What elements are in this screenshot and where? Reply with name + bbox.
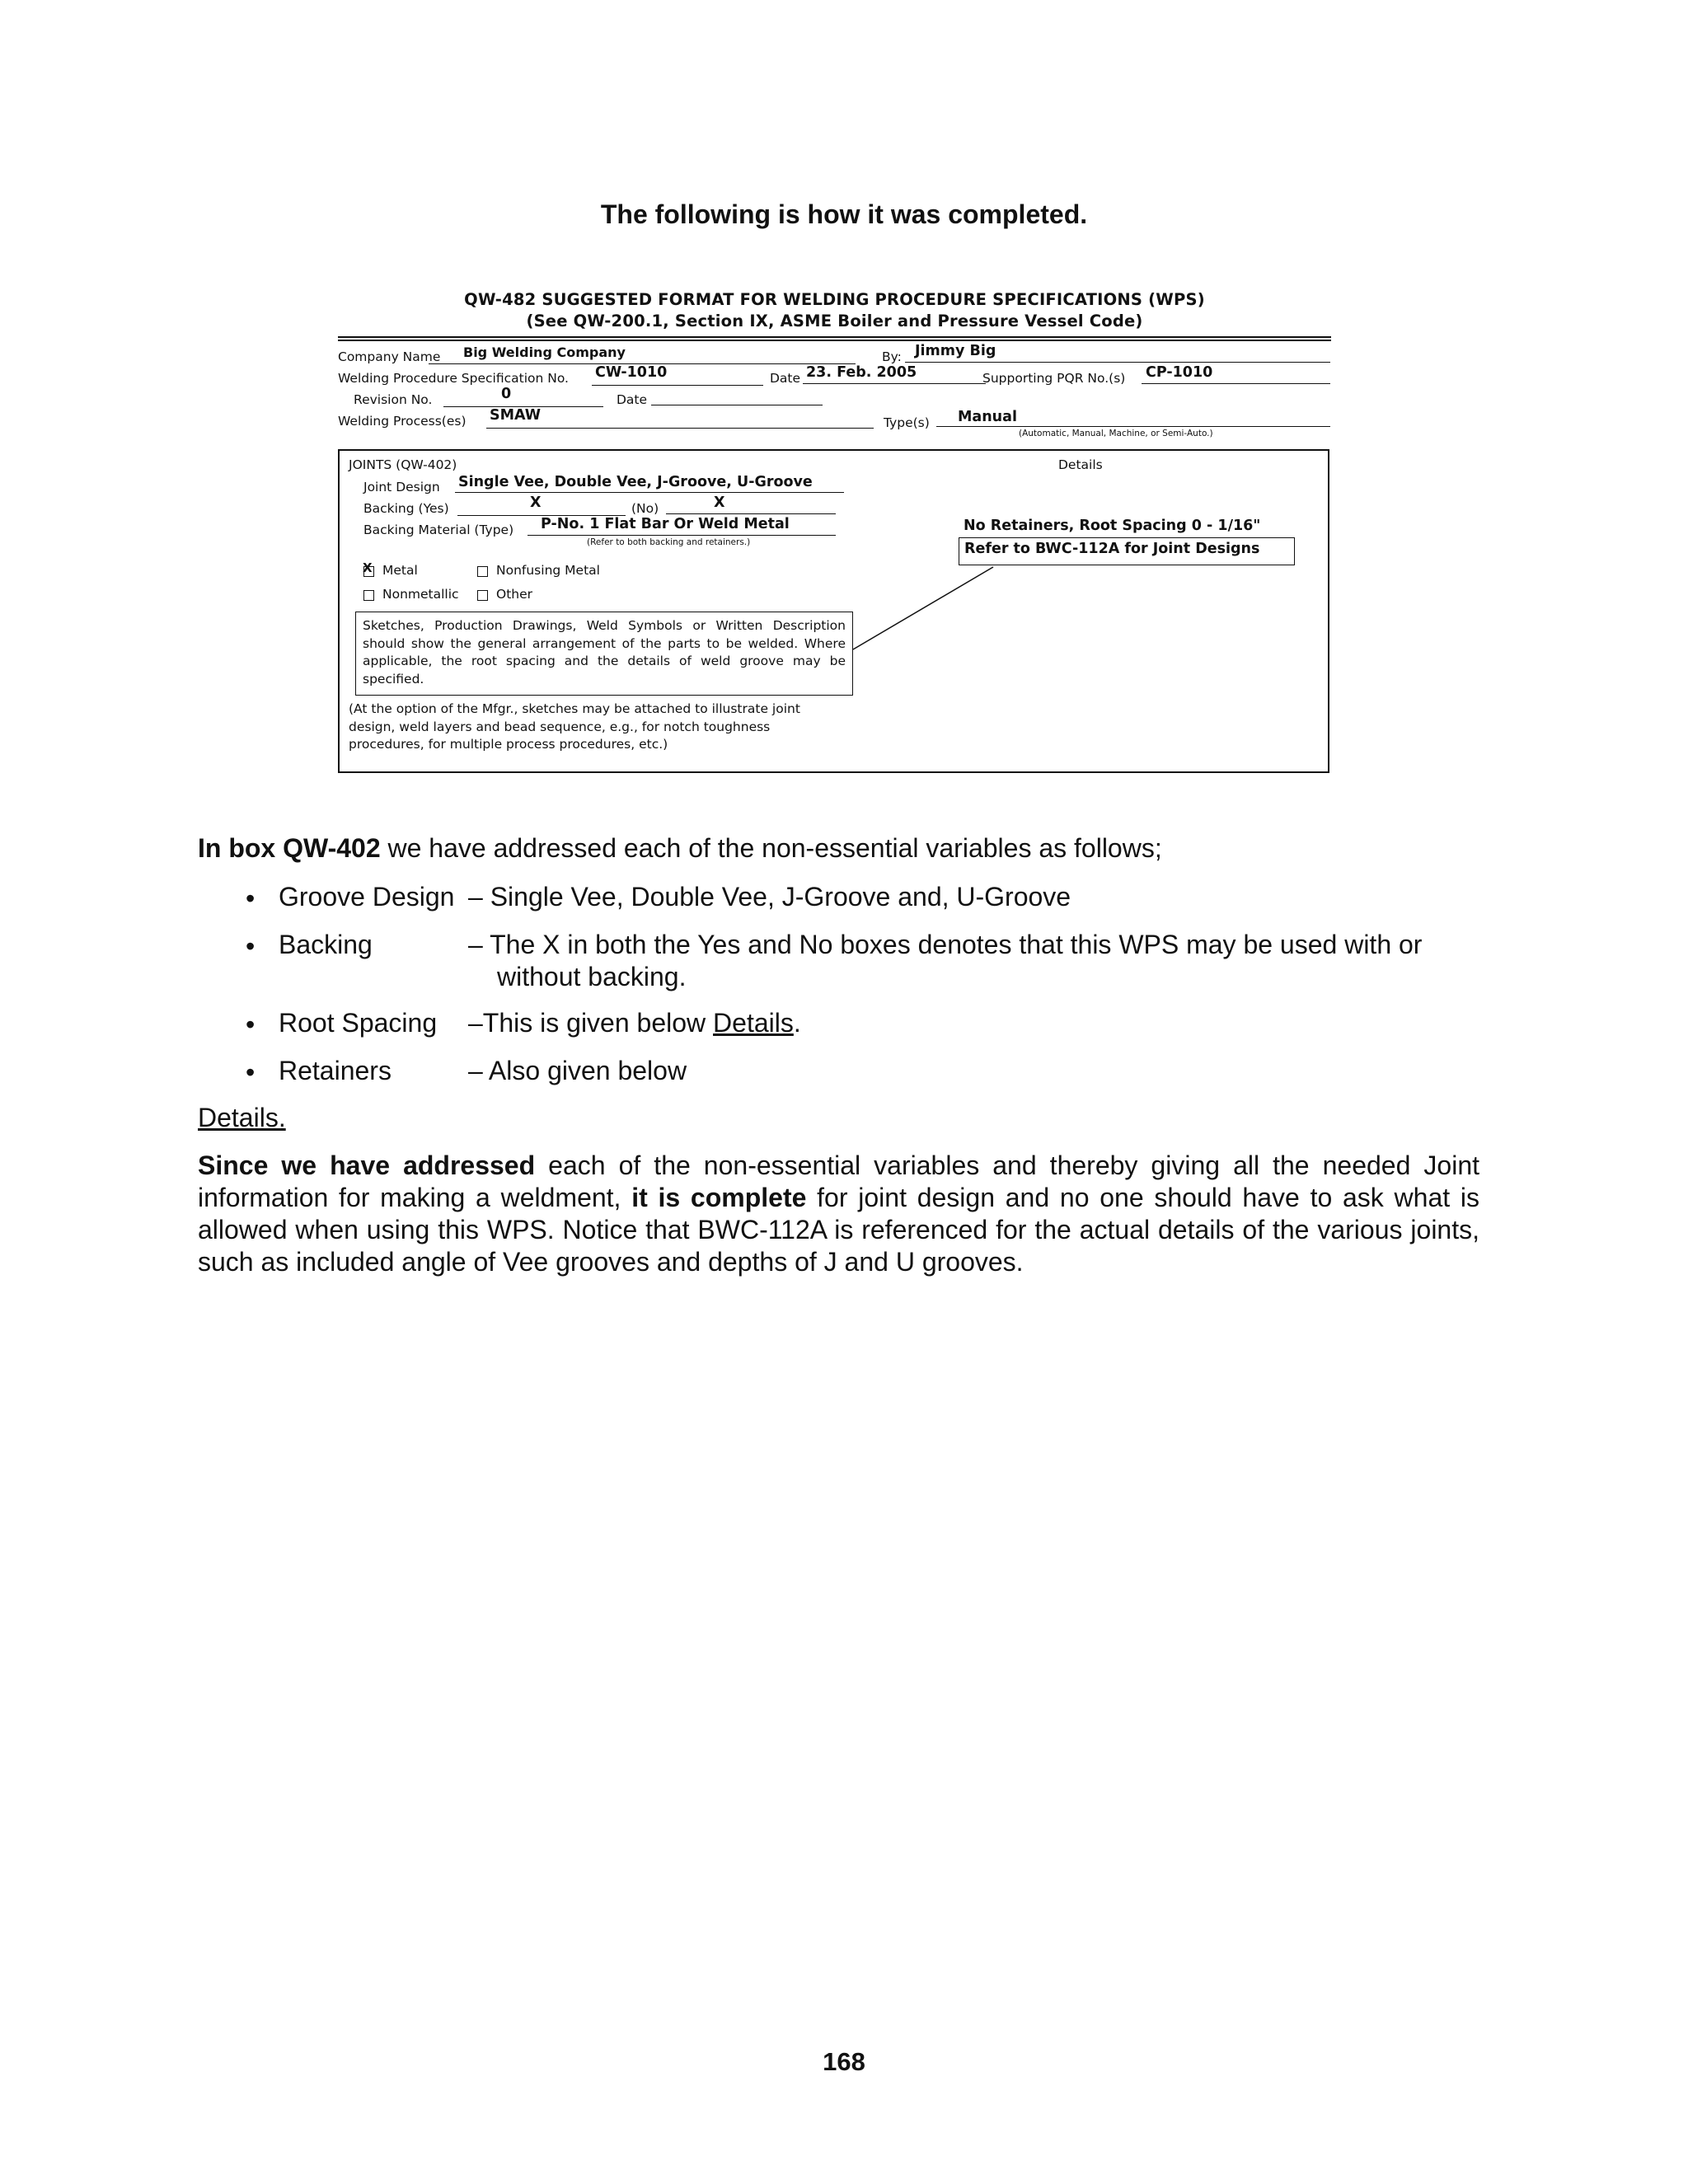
backing-material-note: (Refer to both backing and retainers.) [587,537,751,547]
pqr-value: CP-1010 [1146,364,1213,381]
revision-label: Revision No. [354,392,433,407]
bullet-desc-groove-design: – Single Vee, Double Vee, J-Groove and, U-Groove [468,882,1071,912]
bullet-desc-root-spacing [468,1007,801,1039]
metal-label: Metal [382,563,418,578]
backing-no-label: (No) [631,501,659,516]
details-value-reference: Refer to BWC-112A for Joint Designs [964,541,1260,557]
joint-design-value: Single Vee, Double Vee, J-Groove, U-Groove [458,474,813,490]
company-label: Company Name [338,349,441,364]
leader-line [338,290,1331,776]
bullet-desc-retainers: – Also given below [468,1056,687,1085]
nonfusing-label: Nonfusing Metal [496,563,600,578]
bullet-term-backing: Backing [279,930,373,959]
revision-date-label: Date [617,392,648,407]
details-heading [198,1102,286,1134]
page-number: 168 [823,2047,865,2076]
bullet-marker: • [246,1010,256,1039]
option-note: (At the option of the Mfgr., sketches may be attached to illustrate joint design, weld layers and bead sequence, e.g., for notch toughness procedures, for multiple process procedures, etc.) [349,701,800,752]
root-spacing-period: . [793,1008,801,1038]
summary-bold-1: Since we have addressed [198,1151,536,1180]
types-value: Manual [958,409,1017,425]
bullet-desc-backing: – The X in both the Yes and No boxes denotes that this WPS may be used with or [468,930,1423,959]
bullet-marker: • [246,931,256,961]
joint-design-label: Joint Design [363,480,440,494]
bullet-term-root-spacing: Root Spacing [279,1008,438,1038]
backing-material-value: P-No. 1 Flat Bar Or Weld Metal [541,516,790,532]
bullet-term-groove-design: Groove Design [279,882,455,912]
company-value: Big Welding Company [463,344,626,360]
intro-rest: we have addressed each of the non-essential variables as follows; [380,833,1162,863]
form-subtitle: (See QW-200.1, Section IX, ASME Boiler and Pressure Vessel Code) [526,312,1143,330]
sketch-instructions-text: Sketches, Production Drawings, Weld Symbols or Written Description should show the general arrangement of the parts to be welded. Where applicable, the root spacing and the details of weld groove may be specified. [363,618,846,687]
types-label: Type(s) [884,415,930,430]
root-spacing-details-link: Details [713,1008,794,1038]
wps-form [338,290,1331,776]
backing-material-label: Backing Material (Type) [363,523,514,537]
date-label: Date [770,371,801,386]
summary-bold-2: it is complete [631,1183,807,1212]
metal-check-mark: X [363,560,373,575]
nonmetallic-label: Nonmetallic [382,587,459,602]
details-label: Details [1058,457,1103,472]
intro-bold: In box QW-402 [198,833,381,863]
intro-paragraph [198,832,1162,865]
bullet-marker: • [246,1057,256,1087]
backing-no-value: X [714,494,725,511]
revision-value: 0 [501,386,512,402]
wps-no-value: CW-1010 [595,364,668,381]
backing-yes-label: Backing (Yes) [363,501,449,516]
summary-text-2: for joint design and no one should have to ask what is allowed when using this WPS. Notice that BWC-112A is referenced for the actual details of the various joints, such as included angle of Vee grooves and depths of J and U grooves. [198,1183,1479,1277]
backing-yes-value: X [530,494,542,511]
summary-paragraph [198,1150,1479,1278]
process-label: Welding Process(es) [338,414,467,429]
date-value: 23. Feb. 2005 [806,364,917,381]
page-heading: The following is how it was completed. [600,199,1088,229]
details-heading-text: Details. [198,1103,286,1132]
joints-label: JOINTS (QW-402) [349,457,457,472]
wps-no-label: Welding Procedure Specification No. [338,371,569,386]
form-title: QW-482 SUGGESTED FORMAT FOR WELDING PROCEDURE SPECIFICATIONS (WPS) [464,290,1205,309]
types-note: (Automatic, Manual, Machine, or Semi-Auto.) [1019,429,1213,438]
summary-text-1: each of the non-essential variables and thereby giving all the needed Joint information for making a weldment, [198,1151,1480,1212]
bullet-desc-backing-cont: without backing. [497,962,687,991]
bullet-marker: • [246,883,256,913]
by-label: By: [882,349,902,364]
details-value-retainers: No Retainers, Root Spacing 0 - 1/16" [964,518,1261,534]
by-value: Jimmy Big [915,343,996,359]
other-label: Other [496,587,533,602]
process-value: SMAW [490,407,542,424]
bullet-term-retainers: Retainers [279,1056,392,1085]
root-spacing-text: –This is given below [468,1008,714,1038]
pqr-label: Supporting PQR No.(s) [982,371,1126,386]
